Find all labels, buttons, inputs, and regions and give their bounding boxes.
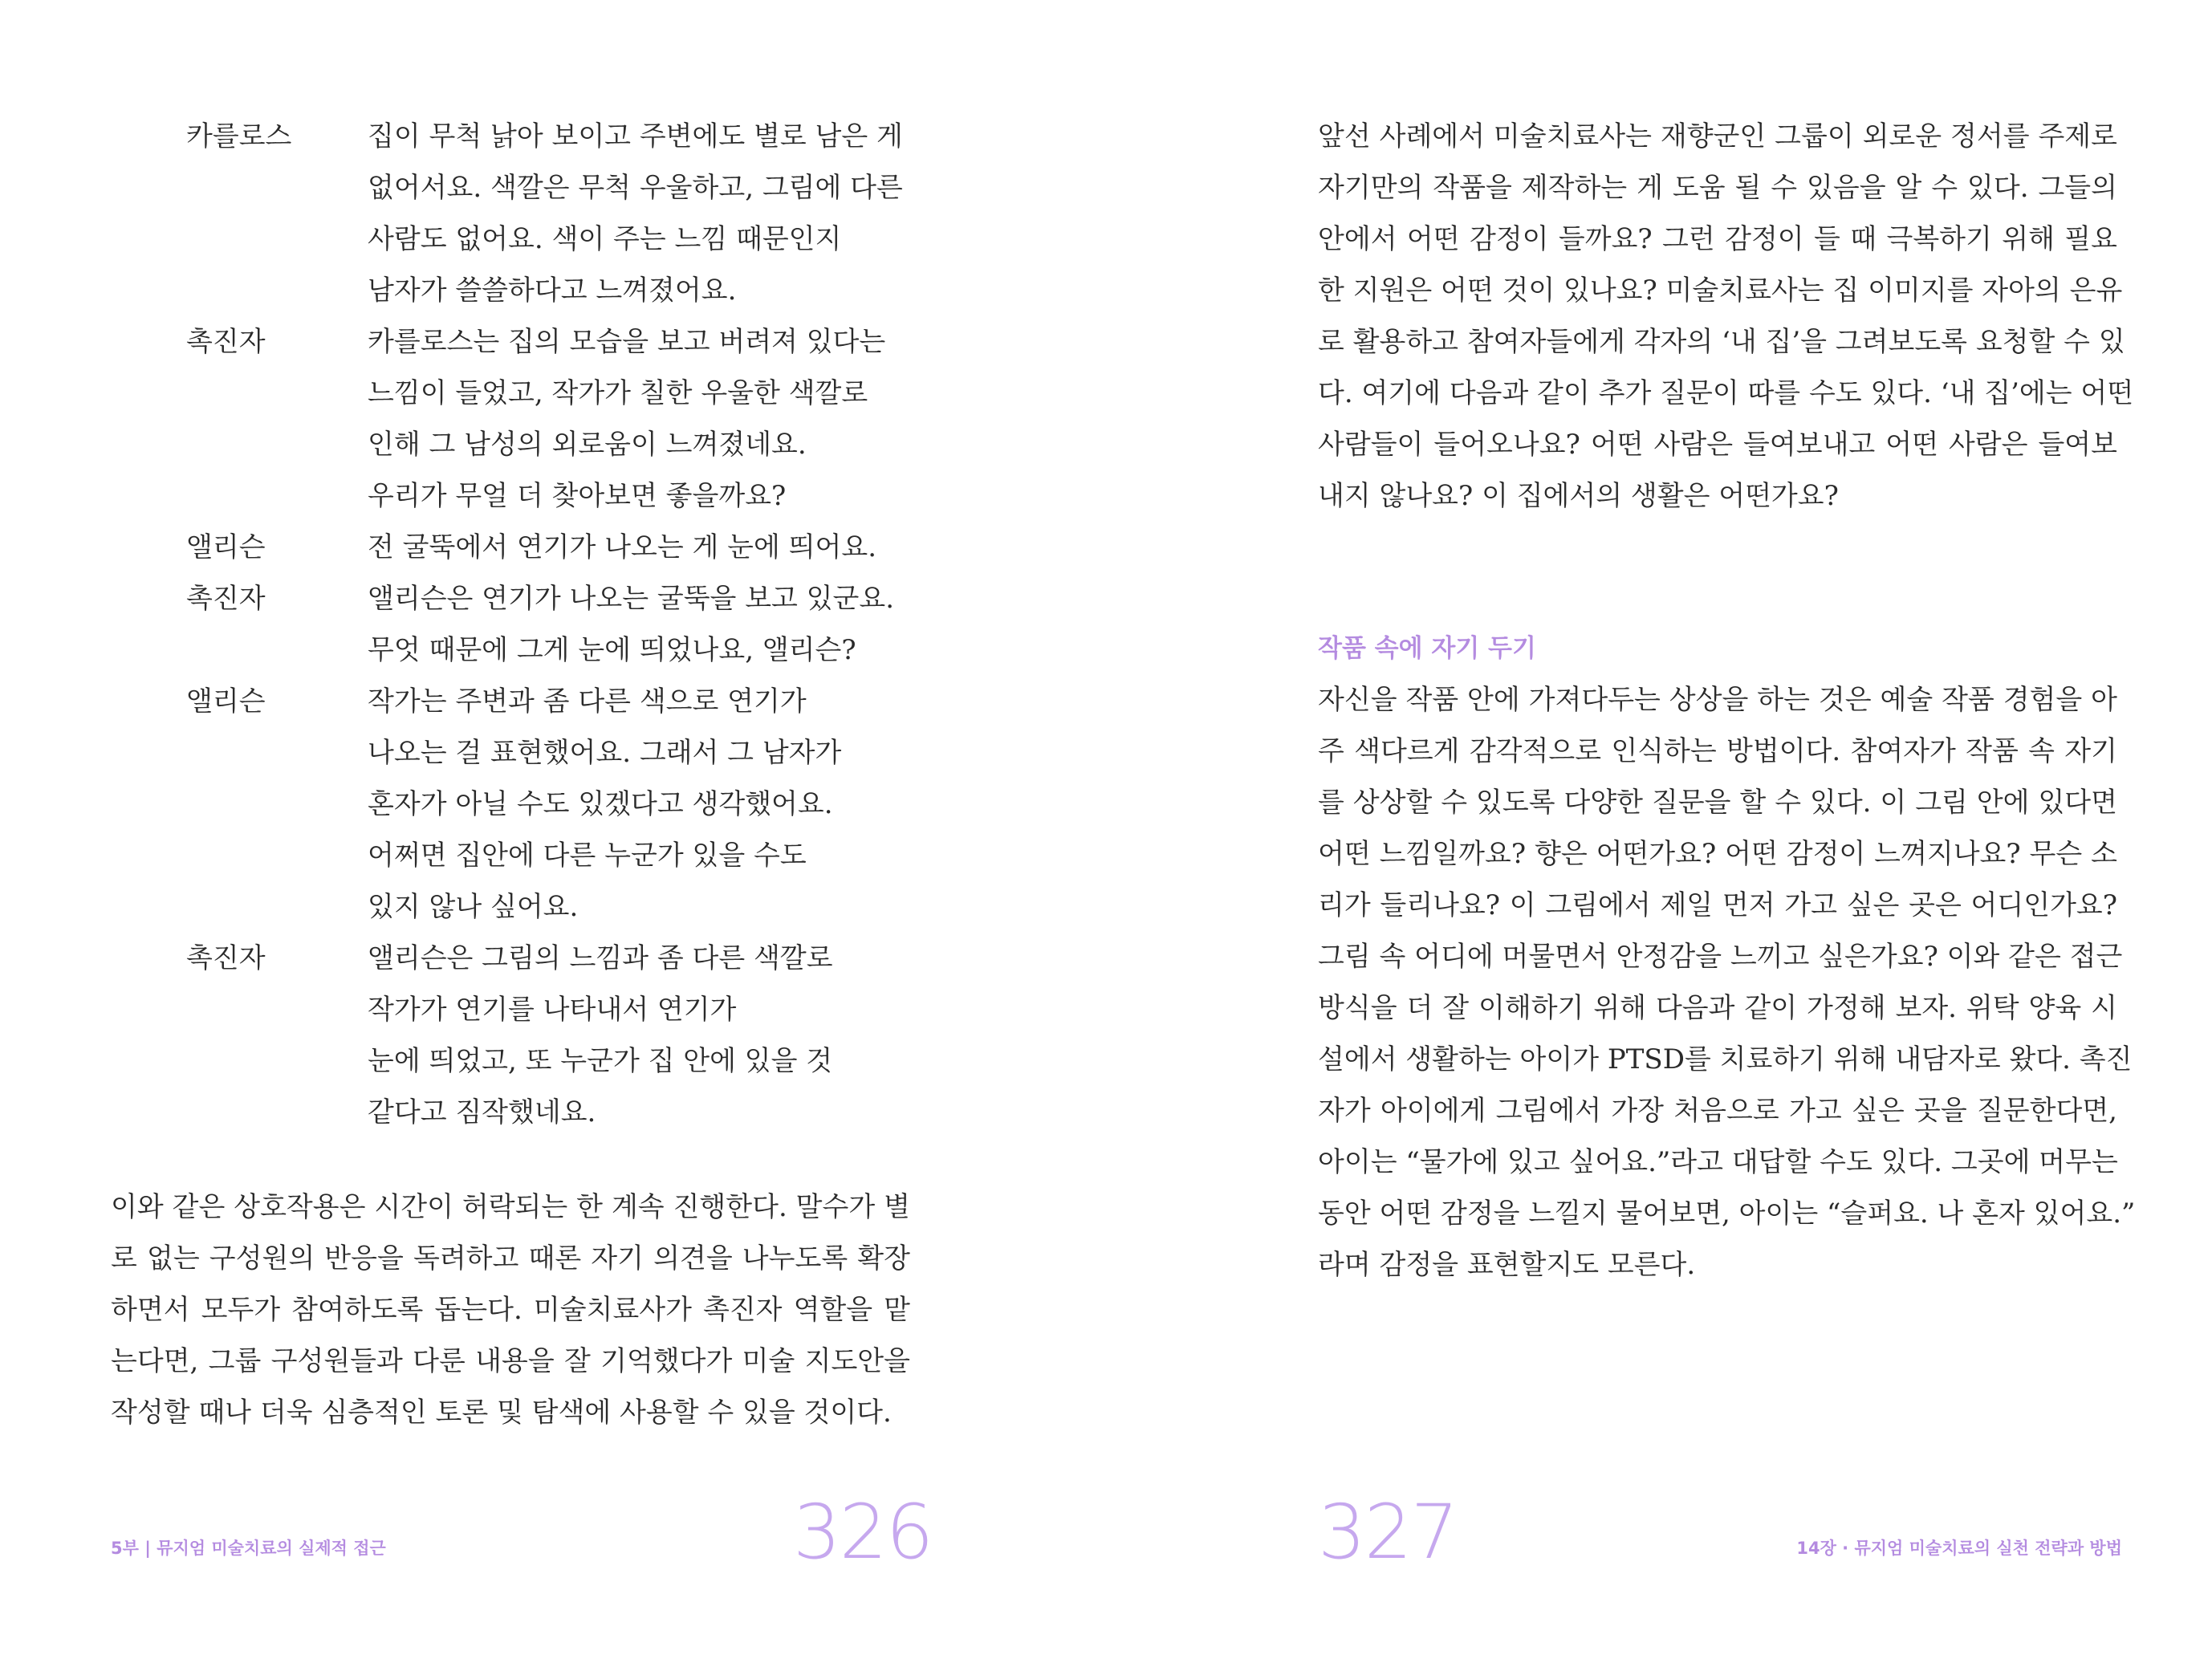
- speech-line: 인해 그 남성의 외로움이 느껴졌네요.: [368, 429, 807, 461]
- paragraph-line: 아이는 “물가에 있고 싶어요.”라고 대답할 수도 있다. 그곳에 머무는: [1318, 1146, 2118, 1178]
- dialogue-entry: [186, 676, 957, 933]
- paragraph-line: 작성할 때나 더욱 심층적인 토론 및 탐색에 사용할 수 있을 것이다.: [111, 1397, 892, 1429]
- speech-line: 어쩌면 집안에 다른 누군가 있을 수도: [368, 840, 807, 872]
- paragraph-line: 자가 아이에게 그림에서 가장 처음으로 가고 싶은 곳을 질문한다면,: [1318, 1095, 2117, 1127]
- running-footer: 14장 · 뮤지엄 미술치료의 실천 전략과 방법: [1796, 1539, 2122, 1558]
- speaker-name: 촉진자: [186, 942, 266, 974]
- paragraph-line: 는다면, 그룹 구성원들과 다룬 내용을 잘 기억했다가 미술 지도안을: [111, 1345, 910, 1377]
- speech-line: 카를로스는 집의 모습을 보고 버려져 있다는: [368, 326, 886, 358]
- speech-text: [368, 933, 833, 1138]
- speech-text: [368, 676, 841, 933]
- body-paragraph: [1318, 111, 2134, 522]
- speech-line: 집이 무척 낡아 보이고 주변에도 별로 남은 게: [368, 120, 903, 152]
- speech-line: 있지 않나 싶어요.: [368, 891, 579, 923]
- paragraph-line: 앞선 사례에서 미술치료사는 재향군인 그룹이 외로운 정서를 주제로: [1318, 120, 2117, 152]
- speech-line: 앨리슨은 연기가 나오는 굴뚝을 보고 있군요.: [368, 583, 895, 615]
- paragraph-line: 사람들이 들어오나요? 어떤 사람은 들여보내고 어떤 사람은 들여보: [1318, 429, 2117, 461]
- page-number: 327: [1318, 1489, 1458, 1576]
- dialogue-entry: [186, 573, 957, 676]
- paragraph-line: 이와 같은 상호작용은 시간이 허락되는 한 계속 진행한다. 말수가 별: [111, 1191, 910, 1223]
- paragraph-line: 한 지원은 어떤 것이 있나요? 미술치료사는 집 이미지를 자아의 은유: [1318, 274, 2123, 307]
- paragraph-line: 동안 어떤 감정을 느낄지 물어보면, 아이는 “슬퍼요. 나 혼자 있어요.”: [1318, 1197, 2136, 1230]
- speech-line: 전 굴뚝에서 연기가 나오는 게 눈에 띄어요.: [368, 531, 876, 563]
- paragraph-line: 안에서 어떤 감정이 들까요? 그런 감정이 들 때 극복하기 위해 필요: [1318, 223, 2117, 255]
- body-paragraph: [111, 1181, 910, 1438]
- speech-text: [368, 111, 903, 316]
- speech-line: 느낌이 들었고, 작가가 칠한 우울한 색깔로: [368, 377, 868, 409]
- speech-text: [368, 522, 876, 573]
- dialogue-entry: [186, 111, 957, 316]
- speaker-name: 촉진자: [186, 326, 266, 358]
- paragraph-line: 로 없는 구성원의 반응을 독려하고 때론 자기 의견을 나누도록 확장: [111, 1242, 910, 1275]
- speaker-name: 카를로스: [186, 120, 292, 152]
- body-paragraph: [1318, 674, 2136, 1291]
- speaker-name: 앨리슨: [186, 531, 266, 563]
- speech-line: 사람도 없어요. 색이 주는 느낌 때문인지: [368, 223, 842, 255]
- running-footer: 5부 | 뮤지엄 미술치료의 실제적 접근: [111, 1539, 386, 1558]
- dialogue-block: [186, 111, 957, 1138]
- dialogue-entry: [186, 522, 957, 573]
- paragraph-line: 자기만의 작품을 제작하는 게 도움 될 수 있음을 알 수 있다. 그들의: [1318, 172, 2117, 204]
- speech-line: 혼자가 아닐 수도 있겠다고 생각했어요.: [368, 788, 833, 820]
- speech-line: 없어서요. 색깔은 무척 우울하고, 그림에 다른: [368, 172, 903, 204]
- dialogue-entry: [186, 933, 957, 1138]
- paragraph-line: 방식을 더 잘 이해하기 위해 다음과 같이 가정해 보자. 위탁 양육 시: [1318, 992, 2117, 1024]
- speech-line: 작가는 주변과 좀 다른 색으로 연기가: [368, 685, 807, 718]
- speech-line: 우리가 무얼 더 찾아보면 좋을까요?: [368, 480, 787, 512]
- paragraph-line: 라며 감정을 표현할지도 모른다.: [1318, 1249, 1696, 1281]
- paragraph-line: 자신을 작품 안에 가져다두는 상상을 하는 것은 예술 작품 경험을 아: [1318, 684, 2117, 716]
- paragraph-line: 를 상상할 수 있도록 다양한 질문을 할 수 있다. 이 그림 안에 있다면: [1318, 787, 2117, 819]
- speech-line: 눈에 띄었고, 또 누군가 집 안에 있을 것: [368, 1045, 833, 1077]
- paragraph-line: 그림 속 어디에 머물면서 안정감을 느끼고 싶은가요? 이와 같은 접근: [1318, 941, 2123, 973]
- paragraph-line: 주 색다르게 감각적으로 인식하는 방법이다. 참여자가 작품 속 자기: [1318, 735, 2117, 767]
- paragraph-line: 어떤 느낌일까요? 향은 어떤가요? 어떤 감정이 느껴지나요? 무슨 소: [1318, 838, 2117, 870]
- speech-line: 나오는 걸 표현했어요. 그래서 그 남자가: [368, 737, 842, 769]
- speaker-name: 앨리슨: [186, 685, 266, 718]
- paragraph-line: 로 활용하고 참여자들에게 각자의 ‘내 집’을 그려보도록 요청할 수 있: [1318, 326, 2125, 358]
- speech-text: [368, 316, 885, 522]
- speech-line: 작가가 연기를 나타내서 연기가: [368, 994, 737, 1026]
- paragraph-line: 리가 들리나요? 이 그림에서 제일 먼저 가고 싶은 곳은 어디인가요?: [1318, 889, 2117, 921]
- speech-text: [368, 573, 894, 676]
- paragraph-line: 설에서 생활하는 아이가 PTSD를 치료하기 위해 내담자로 왔다. 촉진: [1318, 1043, 2133, 1076]
- speech-line: 같다고 짐작했네요.: [368, 1096, 596, 1128]
- speaker-name: 촉진자: [186, 583, 266, 615]
- section-heading: 작품 속에 자기 두기: [1318, 634, 1536, 663]
- paragraph-line: 다. 여기에 다음과 같이 추가 질문이 따를 수도 있다. ‘내 집’에는 어떤: [1318, 377, 2134, 409]
- paragraph-line: 내지 않나요? 이 집에서의 생활은 어떤가요?: [1318, 480, 1839, 512]
- speech-line: 무엇 때문에 그게 눈에 띄었나요, 앨리슨?: [368, 634, 856, 666]
- paragraph-line: 하면서 모두가 참여하도록 돕는다. 미술치료사가 촉진자 역할을 맡: [111, 1294, 910, 1326]
- speech-line: 앨리슨은 그림의 느낌과 좀 다른 색깔로: [368, 942, 833, 974]
- speech-line: 남자가 쓸쓸하다고 느껴졌어요.: [368, 274, 737, 307]
- page-number: 326: [793, 1489, 933, 1576]
- dialogue-entry: [186, 316, 957, 522]
